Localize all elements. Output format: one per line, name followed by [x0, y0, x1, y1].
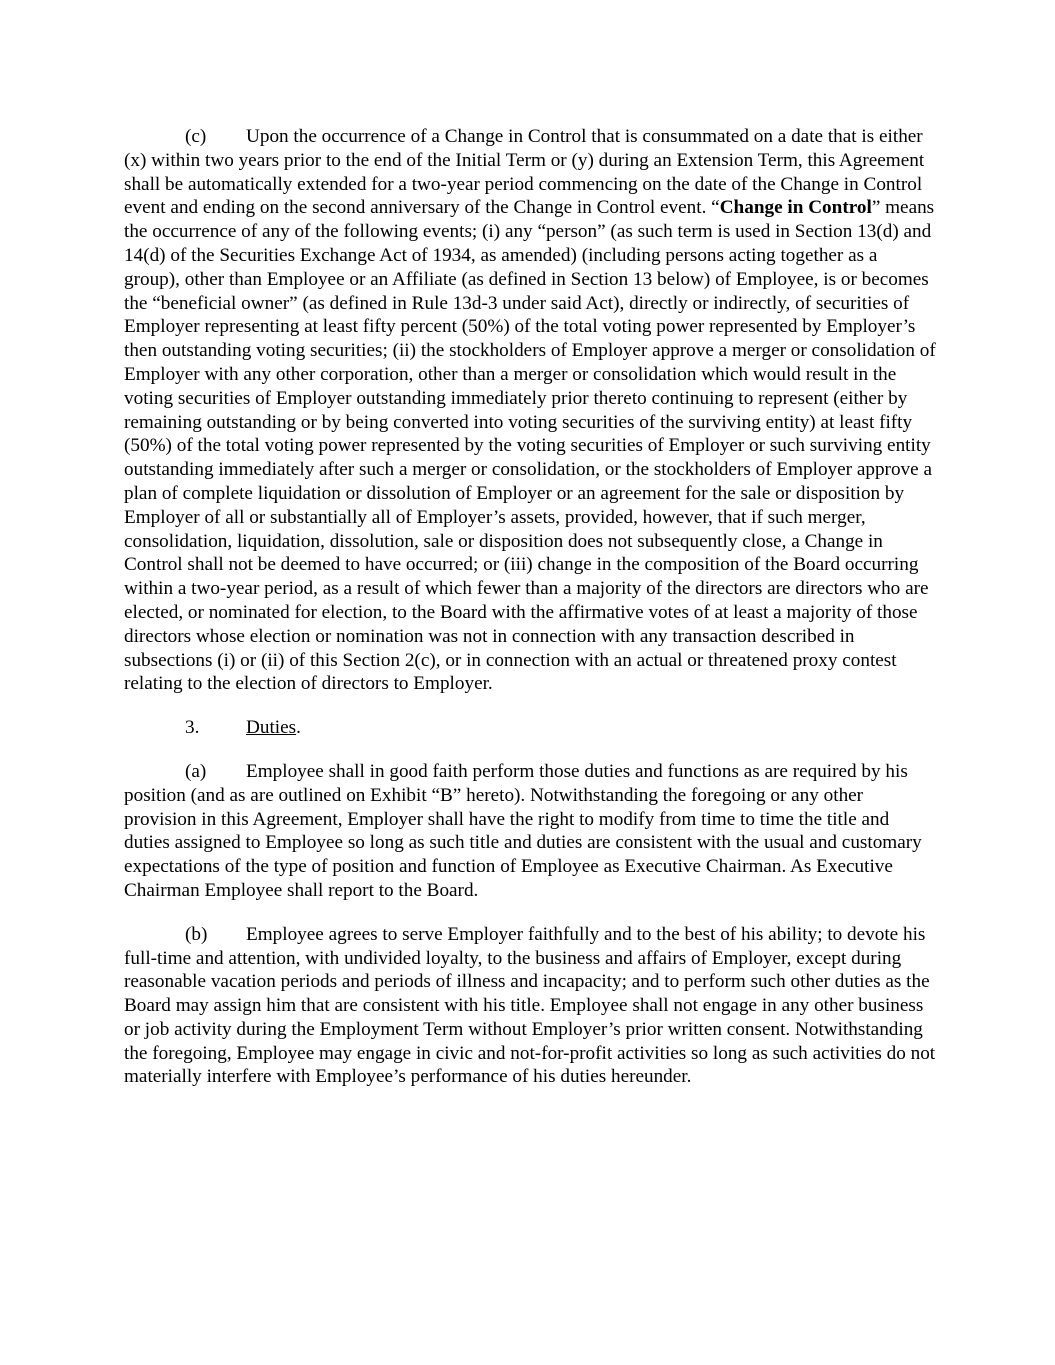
paragraph-text: Employee shall in good faith perform those duties and functions as are required by his position (and as are outlined on Exhibit “B” hereto). Notwithstanding the foregoing or any other provision in this Agreement, Employer shall have the right to modify from time to time the title and duties assigned to Employee so long as such title and duties are consistent with the usual and customary expectations of the type of position and function of Employee as Executive Chairman. As Executive Chairman Employee shall report to the Board.	[124, 760, 922, 901]
paragraph-marker: (c)	[185, 126, 207, 147]
paragraph-3a	[124, 760, 936, 903]
paragraph-text-lead: Upon the occurrence of a Change in Control that is consummated on a date that is either (x) within two years prior to the end of the Initial Term or (y) during an Extension Term, this Agreement shall be automatically extended for a two-year period commencing on the date of the Change in Control event and ending on the second anniversary of the Change in Control event. “	[124, 126, 925, 219]
section-heading-duties	[124, 716, 936, 740]
defined-term: Change in Control	[719, 197, 872, 219]
paragraph-marker: (a)	[185, 760, 207, 782]
section-title: Duties	[246, 717, 297, 739]
document-page	[124, 125, 936, 1109]
paragraph-text-body: ” means the occurrence of any of the following events; (i) any “person” (as such term is used in Section 13(d) and 14(d) of the Securities Exchange Act of 1934, as amended) (including persons acting together as a group), other than Employee or an Affiliate (as defined in Section 13 below) of Employee, is or becomes the “beneficial owner” (as defined in Rule 13d-3 under said Act), directly or indirectly, of securities of Employer representing at least fifty percent (50%) of the total voting power represented by Employer’s then outstanding voting securities; (ii) the stockholders of Employer approve a merger or consolidation of Employer with any other corporation, other than a merger or consolidation which would result in the voting securities of Employer outstanding immediately prior thereto continuing to represent (either by remaining outstanding or by being converted into voting securities of the surviving entity) at least fifty (50%) of the total voting power represented by the voting securities of Employer or such surviving entity outstanding immediately after such a merger or consolidation, or the stockholders of Employer approve a plan of complete liquidation or dissolution of Employer or an agreement for the sale or disposition by Employer of all or substantially all of Employer’s assets, provided, however, that if such merger, consolidation, liquidation, dissolution, sale or disposition does not subsequently close, a Change in Control shall not be deemed to have occurred; or (iii) change in the composition of the Board occurring within a two-year period, as a result of which fewer than a majority of the directors are directors who are elected, or nominated for election, to the Board with the affirmative votes of at least a majority of those directors whose election or nomination was not in connection with any transaction described in subsections (i) or (ii) of this Section 2(c), or in connection with an actual or threatened proxy contest relating to the election of directors to Employer.	[124, 197, 936, 695]
section-number: 3.	[185, 717, 200, 739]
paragraph-text: Employee agrees to serve Employer faithfully and to the best of his ability; to devote his full-time and attention, with undivided loyalty, to the business and affairs of Employer, except during reasonable vacation periods and periods of illness and incapacity; and to perform such other duties as the Board may assign him that are consistent with his title. Employee shall not engage in any other business or job activity during the Employment Term without Employer’s prior written consent. Notwithstanding the foregoing, Employee may engage in civic and not-for-profit activities so long as such activities do not materially interfere with Employee’s performance of his duties hereunder.	[124, 923, 936, 1088]
paragraph-3b	[124, 923, 936, 1090]
paragraph-2c	[124, 125, 936, 696]
paragraph-marker: (b)	[185, 923, 208, 945]
section-title-suffix: .	[296, 717, 301, 739]
